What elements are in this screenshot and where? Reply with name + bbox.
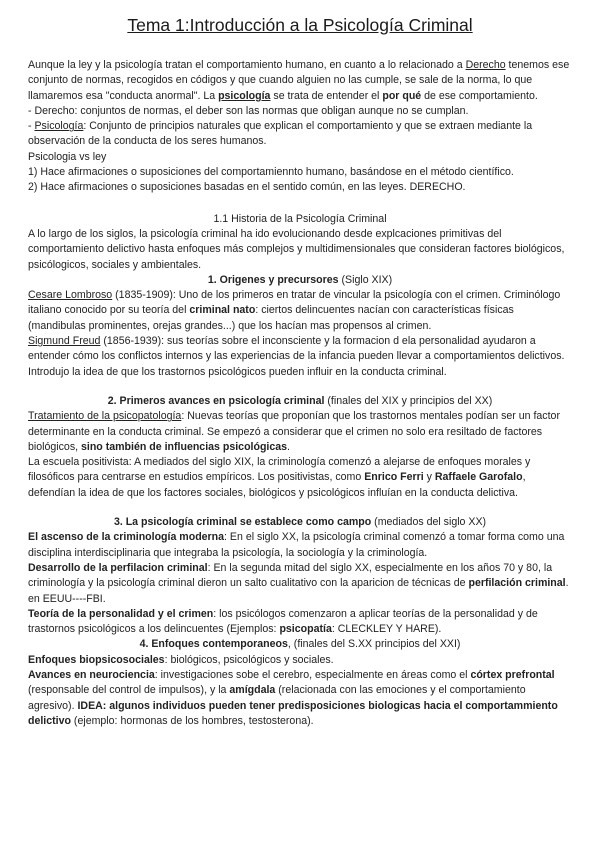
neurociencia-text-a: : investigaciones sobe el cerebro, especialmente en áreas como el	[154, 668, 471, 681]
freud-paragraph	[28, 334, 572, 380]
garofalo-name: Raffaele Garofalo	[434, 471, 523, 484]
derecho-term: Derecho	[465, 59, 506, 71]
sub2-heading-bold: 2. Primeros avances en psicología criminal	[107, 394, 325, 407]
sub2-heading-rest: (finales del XIX y principios del XX)	[324, 394, 493, 407]
derecho-definition: - Derecho: conjuntos de normas, el deber son las normas que obligan aunque no se cumplan.	[28, 104, 469, 117]
lombroso-paragraph	[28, 288, 572, 334]
ascenso-text: : En el siglo XX, la psicología criminal comenzó a tomar forma como una disciplina interdisciplinaria que integraba la psicología, la sociología y la criminología.	[28, 531, 565, 559]
sub4-heading-rest: , (finales del S.XX principios del XXI)	[287, 638, 461, 651]
perfilacion-label: Desarrollo de la perfilacion criminal	[28, 561, 208, 574]
freud-text: (1856-1939): sus teorías sobre el inconsciente y la formacion d ela personalidad ayudaron a entender cómo los conflictos internos y las experiencias de la infancia pueden llevar a comportamientos delictivos. Introdujo la idea de que los trastornos psicológicos pueden influir en la conducta criminal.	[28, 335, 565, 378]
subsection-heading-4	[28, 637, 572, 652]
ascenso-label: El ascenso de la criminología moderna	[28, 531, 225, 544]
perfilacion-bold: perfilación criminal	[468, 577, 566, 590]
perfilacion-text-b: . en EEUU----FBI.	[28, 577, 569, 605]
biopsicosocial-paragraph	[28, 653, 572, 668]
psico-text: : Conjunto de principios naturales que explican el comportamiento y que se extraen mediante la observación de la conducta de los seres humanos.	[28, 120, 533, 148]
intro-text-a: Aunque la ley y la psicología tratan el comportamiento humano, en cuanto a lo relacionado a	[28, 59, 466, 71]
freud-name: Sigmund Freud	[28, 335, 101, 348]
tratamiento-paragraph	[28, 409, 572, 455]
positivista-text-b: , defendían la idea de que los factores sociales, biológicos y psicológicos influían en la conducta delictiva.	[28, 471, 526, 499]
lombroso-text-a: (1835-1909): Uno de los primeros en tratar de vincular la psicología con el crimen. Criminólogo italiano conocido por su teoría del	[28, 289, 561, 317]
psicologia-definition	[28, 119, 572, 150]
biopsicosocial-text: : biológicos, psicológicos y sociales.	[164, 653, 334, 666]
psico-prefix: -	[28, 120, 35, 133]
cortex-term: córtex prefrontal	[470, 668, 555, 681]
neurociencia-text-d: (ejemplo: hormonas de los hombres, testosterona).	[70, 714, 314, 727]
ascenso-paragraph	[28, 530, 572, 561]
sub4-heading-bold: 4. Enfoques contemporaneos	[139, 638, 288, 651]
sub3-heading-bold: 3. La psicología criminal se establece como campo	[113, 516, 372, 529]
lombroso-name: Cesare Lombroso	[28, 289, 113, 302]
sub1-heading-bold: 1. Origenes y precursores	[207, 273, 339, 286]
por-que-term: por qué	[382, 89, 422, 102]
ferri-name: Enrico Ferri	[364, 471, 424, 484]
neurociencia-text-c: (relacionada con las emociones y el comportamiento agresivo).	[28, 684, 526, 712]
psico-label: Psicología	[34, 120, 84, 133]
positivista-paragraph	[28, 455, 572, 501]
intro-text-c: se trata de entender el	[270, 89, 383, 102]
section-history	[28, 212, 572, 730]
perfilacion-text-a: : En la segunda mitad del siglo XX, especialmente en los años 70 y 80, la criminología y la psicología criminal dieron un salto cualitativo con la aparicion de técnicas de	[28, 561, 553, 590]
tratamiento-text: : Nuevas teorías que proponían que los trastornos mentales podían ser un factor determinante en la conducta criminal. Se empezó a considerar que el crimen no solo era resiltado de factores biológicos,	[28, 410, 560, 453]
list-item-1: 1) Hace afirmaciones o suposiciones del comportamiennto humano, basándose en el método científico.	[28, 166, 514, 179]
personalidad-paragraph	[28, 607, 572, 638]
section-heading-history: 1.1 Historia de la Psicología Criminal	[213, 212, 387, 225]
criminal-nato-term: criminal nato	[189, 304, 256, 317]
subsection-heading-3	[28, 515, 572, 530]
intro-section	[28, 58, 572, 196]
history-intro: A lo largo de los siglos, la psicología criminal ha ido evolucionando desde explcaciones primitivas del comportamiento delictivo hasta enfoques más complejos y multidimensionales que consideran factores biológicos, psicólogicos, sociales y ambientales.	[28, 227, 565, 271]
neurociencia-label: Avances en neurociencia	[28, 668, 155, 681]
intro-text-b: tenemos ese conjunto de normas, recogidos en códigos y que cuando alguien no las cumple, se sale de la norma, lo que llamaremos esa "conducta anormal". La	[28, 59, 570, 102]
intro-paragraph	[28, 58, 572, 104]
biopsicosocial-label: Enfoques biopsicosociales	[28, 653, 165, 666]
psicopatia-term: psicopatía	[279, 623, 332, 636]
intro-text-d: de ese comportamiento.	[421, 89, 538, 102]
neurociencia-text-b: (responsable del control de impulsos), y la	[28, 684, 230, 697]
positivista-and: y	[423, 471, 435, 484]
page-title: Tema 1:Introducción a la Psicología Criminal	[127, 15, 473, 35]
positivista-text-a: La escuela positivista: A mediados del siglo XIX, la criminología comenzó a alejarse de enfoques morales y filosóficos para centrarse en estudios empíricos. Los positivistas, como	[28, 456, 531, 484]
psicologia-term: psicología	[218, 89, 271, 102]
subsection-heading-1	[28, 273, 572, 288]
list-item-2: 2) Hace afirmaciones o suposiciones basadas en el sentido común, en las leyes. DERECHO.	[28, 181, 466, 194]
tratamiento-end: .	[287, 440, 290, 453]
perfilacion-paragraph	[28, 561, 572, 607]
personalidad-text-a: : los psicólogos comenzaron a aplicar teorías de la personalidad y de trastornos psicológicos a los delincuentes (Ejemplos:	[28, 607, 538, 636]
subsection-heading-2	[28, 394, 572, 409]
personalidad-text-b: : CLECKLEY Y HARE).	[331, 623, 442, 636]
neurociencia-paragraph	[28, 668, 572, 729]
idea-statement: IDEA: algunos individuos pueden tener predisposiciones biologicas hacia el comportammiento delictivo	[28, 699, 558, 727]
lombroso-text-b: : ciertos delincuentes nacían con características físicas (mandibulas prominentes, orejas grandes...) que los hacían mas propensos al crimen.	[28, 304, 514, 332]
amigdala-term: amígdala	[229, 684, 276, 697]
tratamiento-bold: sino también de influencias psicológicas	[81, 440, 288, 453]
sub1-heading-rest: (Siglo XIX)	[338, 273, 393, 286]
tratamiento-label: Tratamiento de la psicopatología	[28, 410, 182, 423]
vs-line: Psicologia vs ley	[28, 150, 107, 163]
personalidad-label: Teoría de la personalidad y el crimen	[28, 607, 214, 620]
sub3-heading-rest: (mediados del siglo XX)	[371, 516, 487, 529]
